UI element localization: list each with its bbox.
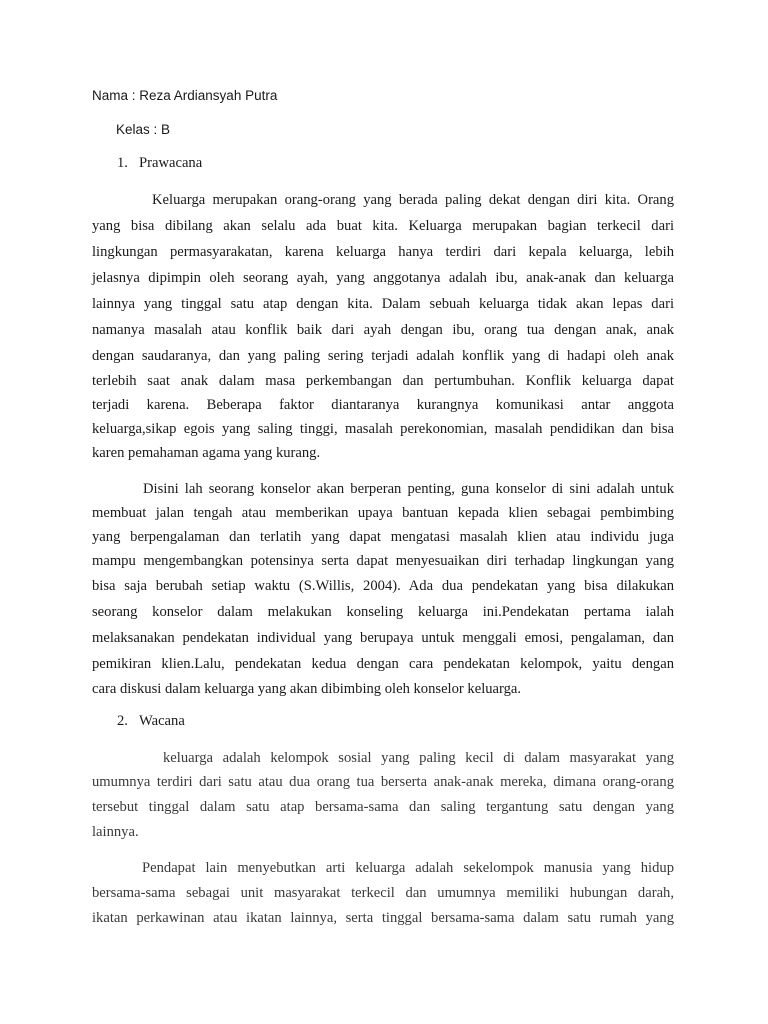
paragraph-line: Disini lah seorang konselor akan berperan penting, guna konselor di sini adalah untuk xyxy=(143,481,674,497)
paragraph-line: terlebih saat anak dalam masa perkembangan dan pertumbuhan. Konflik keluarga dapat xyxy=(92,373,674,389)
paragraph-line: seorang konselor dalam melakukan konseling keluarga ini.Pendekatan pertama ialah xyxy=(92,604,674,620)
paragraph-line: ikatan perkawinan atau ikatan lainnya, serta tinggal bersama-sama dalam satu rumah yang xyxy=(92,910,674,926)
paragraph-line: yang bisa dibilang akan selalu ada buat kita. Keluarga merupakan bagian terkecil dari xyxy=(92,218,674,234)
section-number: 2. xyxy=(117,713,128,729)
student-class: Kelas : B xyxy=(116,122,171,137)
paragraph-line: bisa saja berubah setiap waktu (S.Willis, 2004). Ada dua pendekatan yang bisa dilakukan xyxy=(92,578,674,594)
paragraph-line: keluarga adalah kelompok sosial yang paling kecil di dalam masyarakat yang xyxy=(163,750,674,766)
section-number: 1. xyxy=(117,155,128,171)
section-heading-prawacana xyxy=(117,155,202,172)
section-title: Wacana xyxy=(139,713,185,729)
paragraph-line: mampu mengembangkan potensinya serta dapat menyesuaikan diri terhadap lingkungan yang xyxy=(92,553,674,569)
paragraph-line: pemikiran klien.Lalu, pendekatan kedua dengan cara pendekatan kelompok, yaitu dengan xyxy=(92,656,674,672)
section-title: Prawacana xyxy=(139,155,203,171)
section-heading-wacana xyxy=(117,713,185,730)
paragraph-line: yang berpengalaman dan terlatih yang dapat mengatasi masalah klien atau individu juga xyxy=(92,529,674,545)
paragraph-line: keluarga,sikap egois yang saling tinggi, masalah perekonomian, masalah pendidikan dan bisa xyxy=(92,421,674,437)
student-name: Nama : Reza Ardiansyah Putra xyxy=(92,88,278,103)
paragraph-line: namanya masalah atau konflik baik dari ayah dengan ibu, orang tua dengan anak, anak xyxy=(92,322,674,338)
paragraph-line: Pendapat lain menyebutkan arti keluarga adalah sekelompok manusia yang hidup xyxy=(142,860,674,876)
paragraph-line: terjadi karena. Beberapa faktor diantaranya kurangnya komunikasi antar anggota xyxy=(92,397,674,413)
paragraph-line: lainnya yang tinggal satu atap dengan kita. Dalam sebuah keluarga tidak akan lepas dari xyxy=(92,296,674,312)
paragraph-line: cara diskusi dalam keluarga yang akan dibimbing oleh konselor keluarga. xyxy=(92,681,522,697)
paragraph-line: Keluarga merupakan orang-orang yang berada paling dekat dengan diri kita. Orang xyxy=(152,192,674,208)
paragraph-line: karen pemahaman agama yang kurang. xyxy=(92,445,321,461)
paragraph-line: lainnya. xyxy=(92,824,139,840)
paragraph-line: dengan saudaranya, dan yang paling sering terjadi adalah konflik yang di hadapi oleh anak xyxy=(92,348,674,364)
paragraph-line: lingkungan permasyarakatan, karena keluarga hanya terdiri dari kepala keluarga, lebih xyxy=(92,244,674,260)
paragraph-line: tersebut tinggal dalam satu atap bersama-sama dan saling tergantung satu dengan yang xyxy=(92,799,674,815)
paragraph-line: bersama-sama sebagai unit masyarakat terkecil dan umumnya memiliki hubungan darah, xyxy=(92,885,674,901)
paragraph-line: membuat jalan tengah atau memberikan upaya bantuan kepada klien sebagai pembimbing xyxy=(92,505,674,521)
paragraph-line: umumnya terdiri dari satu atau dua orang tua berserta anak-anak mereka, dimana orang-orang xyxy=(92,774,674,790)
paragraph-line: jelasnya dipimpin oleh seorang ayah, yang anggotanya adalah ibu, anak-anak dan keluarga xyxy=(92,270,674,286)
paragraph-line: melaksanakan pendekatan individual yang berupaya untuk menggali emosi, pengalaman, dan xyxy=(92,630,674,646)
